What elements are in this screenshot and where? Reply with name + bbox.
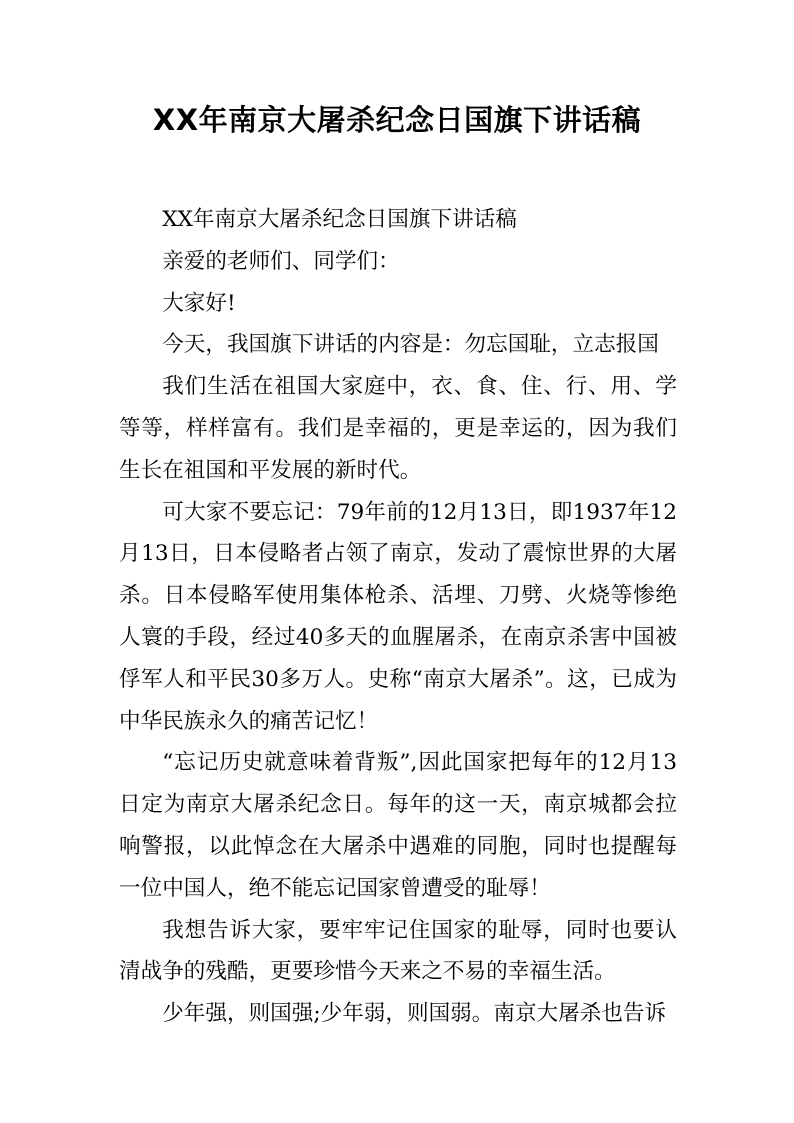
paragraph-salutation: 亲爱的老师们、同学们：	[162, 248, 400, 274]
paragraph-topic: 今天，我国旗下讲话的内容是：勿忘国耻，立志报国	[162, 332, 659, 358]
paragraph-remember: 我想告诉大家，要牢牢记住国家的耻辱，同时也要认清战争的残酷，更要珍惜今天来之不易的幸福生活。	[119, 917, 677, 985]
paragraph-heading-repeat: XX年南京大屠杀纪念日国旗下讲话稿	[162, 207, 517, 232]
document-body	[119, 199, 677, 1035]
paragraph-happy-life: 我们生活在祖国大家庭中，衣、食、住、行、用、学等等，样样富有。我们是幸福的，更是幸运的，因为我们生长在祖国和平发展的新时代。	[119, 374, 677, 483]
paragraph-youth: 少年强，则国强;少年弱，则国弱。南京大屠杀也告诉	[162, 1001, 667, 1027]
paragraph-greeting: 大家好!	[162, 290, 236, 316]
document-title: XX年南京大屠杀纪念日国旗下讲话稿	[152, 103, 642, 137]
paragraph-history: 可大家不要忘记：79年前的12月13日，即1937年12月13日，日本侵略者占领了南京，发动了震惊世界的大屠杀。日本侵略军使用集体枪杀、活埋、刀劈、火烧等惨绝人寰的手段，经过40多天的血腥屠杀，在南京杀害中国被俘军人和平民30多万人。史称“南京大屠杀”。这，已成为中华民族永久的痛苦记忆！	[119, 499, 677, 734]
paragraph-memorial-day: “忘记历史就意味着背叛”,因此国家把每年的12月13日定为南京大屠杀纪念日。每年的这一天，南京城都会拉响警报，以此悼念在大屠杀中遇难的同胞，同时也提醒每一位中国人，绝不能忘记国家曾遭受的耻辱！	[119, 750, 677, 901]
